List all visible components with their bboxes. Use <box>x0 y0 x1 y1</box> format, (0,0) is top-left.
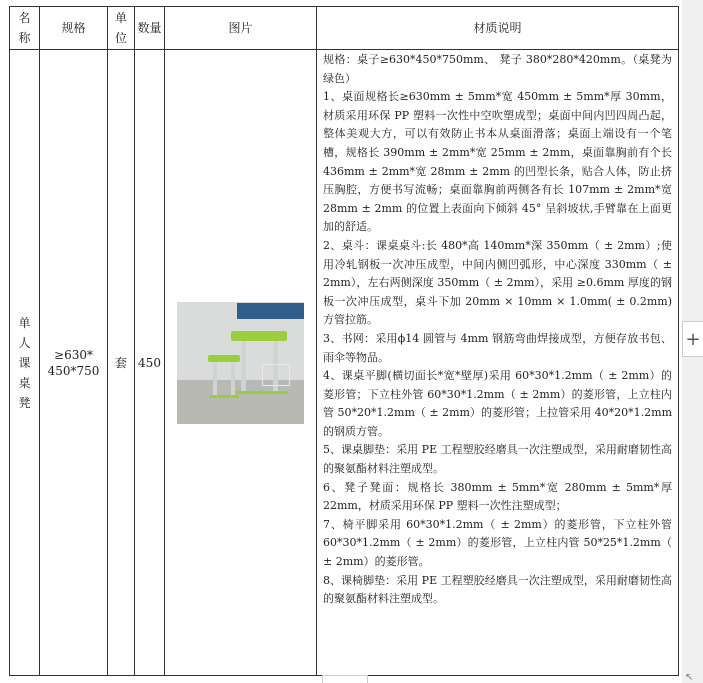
plus-icon: + <box>685 328 701 350</box>
header-image: 图片 <box>165 7 317 50</box>
header-unit-label <box>108 8 134 48</box>
vertical-char: 名 <box>18 11 31 25</box>
desc-paragraph: 3、书网：采用ϕ14 圆管与 4mm 钢筋弯曲焊接成型，方便存放书包、雨伞等物品。 <box>323 331 672 364</box>
vertical-char: 位 <box>114 31 127 45</box>
header-row <box>10 7 679 50</box>
vertical-char: 单 <box>114 11 127 25</box>
desc-paragraph: 2、桌斗：课桌桌斗:长 480*高 140mm*深 350mm（ ± 2mm）;使用冷轧钢板一次冲压成型，中间内侧凹弧形，中心深度 330mm（ ± 2mm），左右两侧深度 350mm（ ± 2mm），采用 ≥0.6mm 厚度的钢板一次冲压成型，桌斗下加 20mm × 10mm × 1.0mm( ± 0.2mm) 方管拉筋。 <box>323 238 672 327</box>
cell-spec <box>40 50 108 676</box>
resize-arrow-icon[interactable]: ↖ <box>685 672 694 683</box>
desc-paragraph: 1、桌面规格长≥630mm ± 5mm*宽 450mm ± 5mm*厚 30mm，材质采用环保 PP 塑料一次性中空吹塑成型；桌面中间内凹四周凸起，整体美观大方，可以有效防止书本从桌面滑落；桌面上端设有一个笔槽，规格长 390mm ± 2mm*宽 25mm ± 2mm，桌面靠胸前有个长 436mm ± 2mm*宽 28mm ± 2mm 的凹型长条，贴合人体，防止挤压胸腔，方便书写流畅；桌面靠胸前两侧各有长 107mm ± 2mm*宽 28mm ± 2mm 的位置上表面向下倾斜 45° 呈斜坡状,手臂靠在上面更加的舒适。 <box>323 90 672 234</box>
add-column-button[interactable] <box>682 321 703 357</box>
cell-description <box>317 50 679 676</box>
vertical-char: 凳 <box>18 395 31 410</box>
desc-paragraph: 6、凳子凳面：规格长 380mm ± 5mm*宽 280mm ± 5mm*厚 22mm，材质采用环保 PP 塑料一次性注塑成型； <box>323 480 672 513</box>
vertical-char: 单 <box>18 315 31 330</box>
table-row <box>10 50 679 676</box>
header-description: 材质说明 <box>317 7 679 50</box>
cell-qty: 450 <box>135 50 165 676</box>
desc-paragraph: 5、课桌脚垫：采用 PE 工程塑胶经磨具一次注塑成型，采用耐磨韧性高的聚氨酯材料注塑成型。 <box>323 443 672 476</box>
vertical-char: 人 <box>18 335 31 350</box>
desc-paragraph: 规格：桌子≥630*450*750mm、 凳子 380*280*420mm。（桌凳为绿色） <box>323 53 672 85</box>
header-qty: 数量 <box>135 7 165 50</box>
vertical-char: 课 <box>18 355 31 370</box>
header-unit <box>108 7 135 50</box>
desc-paragraph: 8、课椅脚垫：采用 PE 工程塑胶经磨具一次注塑成型，采用耐磨韧性高的聚氨酯材料注塑成型。 <box>323 573 672 606</box>
vertical-char: 桌 <box>18 375 31 390</box>
spec-line-2: 450*750 <box>47 363 100 378</box>
vertical-char: 称 <box>18 31 31 45</box>
cell-image <box>165 50 317 676</box>
product-spec-table <box>9 6 679 676</box>
spec-line-1: ≥630* <box>54 347 93 362</box>
header-name-label <box>10 8 39 48</box>
cell-name-text <box>10 313 39 413</box>
header-name <box>10 7 40 50</box>
desc-paragraph: 4、课桌平脚(横切面长*宽*壁厚)采用 60*30*1.2mm（ ± 2mm）的菱形管；下立柱外管 60*30*1.2mm（ ± 2mm）的菱形管，上立柱内管 50*20*1.2mm（ ± 2mm）的菱形管；上拉管采用 40*20*1.2mm 的钢质方管。 <box>323 369 672 438</box>
sheet-tab[interactable] <box>322 675 368 683</box>
cell-name <box>10 50 40 676</box>
header-spec: 规格 <box>40 7 108 50</box>
cell-unit: 套 <box>108 50 135 676</box>
desc-paragraph: 7、椅平脚采用 60*30*1.2mm（ ± 2mm）的菱形管，下立柱外管 60*30*1.2mm（ ± 2mm）的菱形管，上立柱内管 50*25*1.2mm（ ± 2mm）的菱形管。 <box>323 517 672 569</box>
desk-chair-photo <box>177 302 304 424</box>
